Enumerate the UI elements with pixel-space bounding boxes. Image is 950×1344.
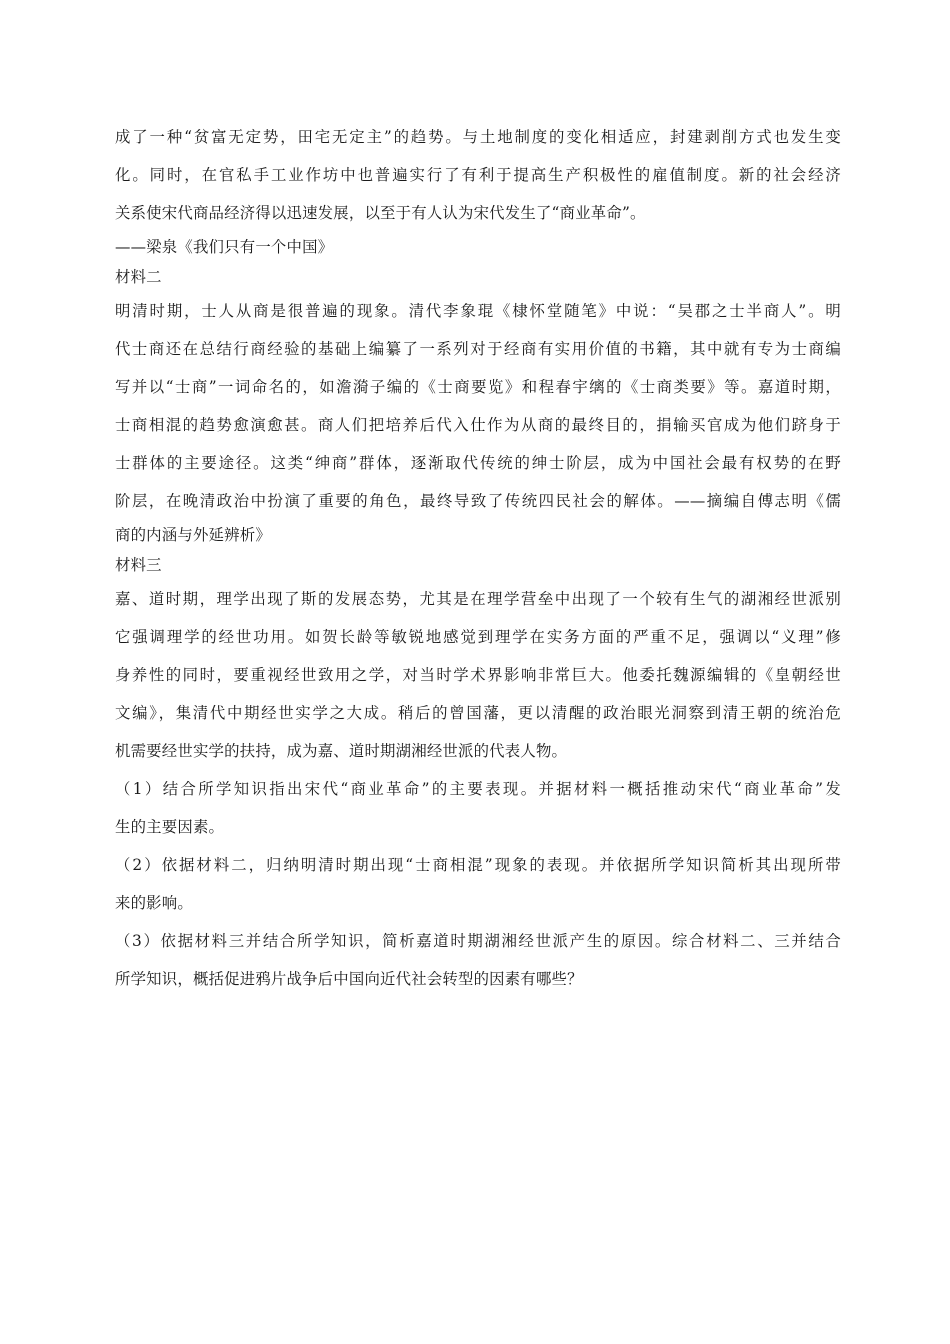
- material-one-paragraph: [115, 118, 841, 262]
- text-line: 它强调理学的经世功用。如贺长龄等敏锐地感觉到理学在实务方面的严重不足，强调以“义理”修: [115, 628, 841, 646]
- text-line: 士商相混的趋势愈演愈甚。商人们把培养后代入仕作为从商的最终目的，捐输买官成为他们跻身于: [115, 416, 841, 434]
- text-line: 商的内涵与外延辨析》: [115, 526, 271, 544]
- material-three-paragraph: [115, 580, 841, 770]
- question-1: [115, 770, 841, 846]
- material-two-heading: 材料二: [115, 268, 162, 286]
- text-line: （1）结合所学知识指出宋代“商业革命”的主要表现。并据材料一概括推动宋代“商业革命”发: [115, 780, 841, 798]
- question-2: [115, 846, 841, 922]
- text-line: 阶层，在晚清政治中扮演了重要的角色，最终导致了传统四民社会的解体。——摘编自傅志明《儒: [115, 492, 841, 510]
- material-three-heading: 材料三: [115, 556, 162, 574]
- text-line: 嘉、道时期，理学出现了斯的发展态势，尤其是在理学营垒中出现了一个较有生气的湖湘经世派别: [115, 590, 841, 608]
- material-two-paragraph: [115, 292, 841, 550]
- text-line: 身养性的同时，要重视经世致用之学，对当时学术界影响非常巨大。他委托魏源编辑的《皇朝经世: [115, 666, 841, 684]
- text-line: （2）依据材料二，归纳明清时期出现“士商相混”现象的表现。并依据所学知识简析其出现所带: [115, 856, 841, 874]
- text-line: 士群体的主要途径。这类“绅商”群体，逐渐取代传统的绅士阶层，成为中国社会最有权势的在野: [115, 454, 841, 472]
- text-line: 所学知识，概括促进鸦片战争后中国向近代社会转型的因素有哪些？: [115, 970, 583, 988]
- text-line: 明清时期，士人从商是很普遍的现象。清代李象琨《棣怀堂随笔》中说：“吴郡之士半商人”。明: [115, 302, 841, 320]
- text-line: 生的主要因素。: [115, 818, 225, 836]
- text-line: 成了一种“贫富无定势，田宅无定主”的趋势。与土地制度的变化相适应，封建剥削方式也发生变: [115, 128, 841, 146]
- text-line: （3）依据材料三并结合所学知识，简析嘉道时期湖湘经世派产生的原因。综合材料二、三并结合: [115, 932, 841, 950]
- text-line: 文编》，集清代中期经世实学之大成。稍后的曾国藩，更以清醒的政治眼光洞察到清王朝的统治危: [115, 704, 841, 722]
- question-3: [115, 922, 841, 998]
- text-line: 代士商还在总结行商经验的基础上编纂了一系列对于经商有实用价值的书籍，其中就有专为士商编: [115, 340, 841, 358]
- text-line: 化。同时，在官私手工业作坊中也普遍实行了有利于提高生产积极性的雇值制度。新的社会经济: [115, 166, 841, 184]
- text-line: 来的影响。: [115, 894, 193, 912]
- document-body: [115, 118, 841, 998]
- source-citation: ——梁泉《我们只有一个中国》: [115, 238, 334, 256]
- text-line: 机需要经世实学的扶持，成为嘉、道时期湖湘经世派的代表人物。: [115, 742, 568, 760]
- text-line: 关系使宋代商品经济得以迅速发展，以至于有人认为宋代发生了“商业革命”。: [115, 204, 646, 222]
- text-line: 写并以“士商”一词命名的，如澹漪子编的《士商要览》和程春宇缡的《士商类要》等。嘉道时期，: [115, 378, 841, 396]
